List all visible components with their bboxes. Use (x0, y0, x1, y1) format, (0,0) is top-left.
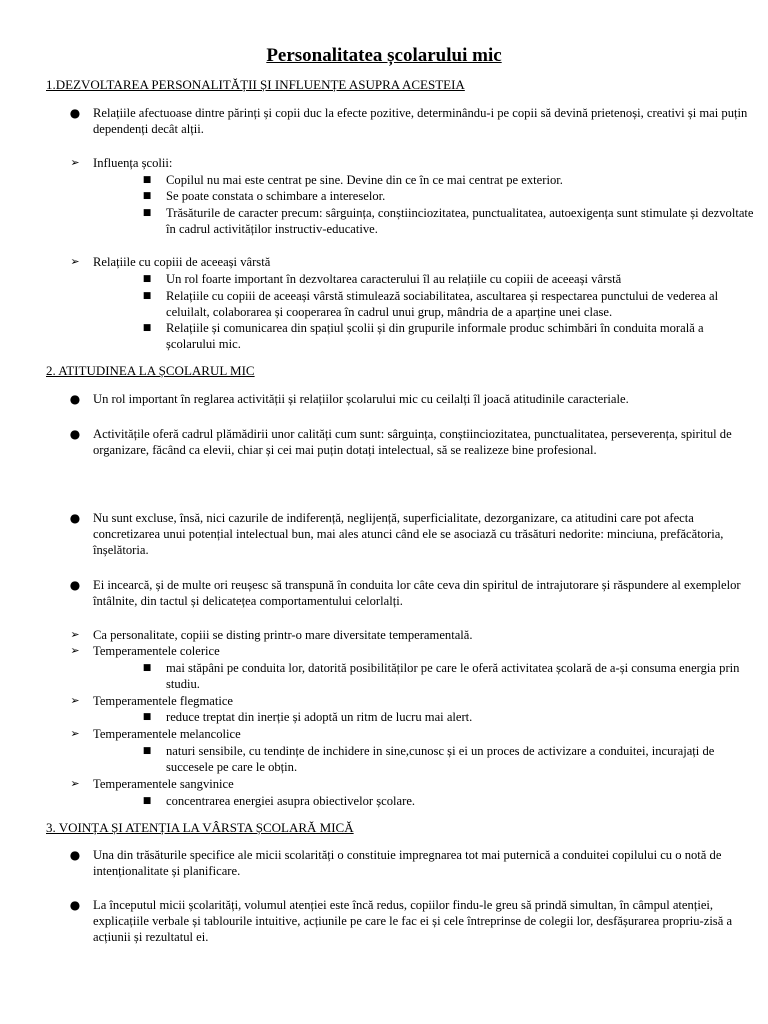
sub-item-text: reduce treptat din inerție și adoptă un ritm de lucru mai alert. (166, 710, 473, 724)
section-heading-3: 3. VOINȚA ȘI ATENȚIA LA VÂRSTA ȘCOLARĂ MICĂ (46, 820, 354, 835)
bullet-text: Activitățile oferă cadrul plămădirii unor calități cum sunt: sârguința, conștiinciozitatea, punctualitatea, perseverența, spiritul de organizare, făcând ca elevii, chiar și cei mai puțin dotați intelectual, să se realizeze bine profesional. (93, 427, 732, 457)
bullet-text: La începutul micii școlarități, volumul atenției este încă redus, copiilor findu-le greu să prindă simultan, în câmpul atenției, explicațiile verbale și tablourile intuitive, acțiunile pe care le fac ei și cele întreprinse de colegii lor, desfășurarea propriu-zisă a acțiunii și rezultatul ei. (93, 898, 733, 944)
sub-item-text: Trăsăturile de caracter precum: sârguința, conștiinciozitatea, punctualitatea, autoexigența sunt stimulate și dezvoltate în cadrul activităților instructiv-educative. (166, 206, 754, 236)
bullet-dot-icon: ● (69, 392, 81, 406)
bullet-text: Un rol important în reglarea activității și relațiilor școlarului mic cu ceilalți îl joacă atitudinile caracteriale. (93, 392, 629, 406)
square-bullet-icon: ■ (142, 796, 152, 806)
bullet-dot-icon: ● (69, 427, 81, 441)
bullet-dot-icon: ● (69, 898, 81, 912)
bullet-text: Relațiile afectuoase dintre părinți și copii duc la efecte pozitive, determinându-i pe copii să devină prietenoși, creativi și mai puțin dependenți decât alții. (93, 106, 748, 136)
square-bullet-icon: ■ (142, 274, 152, 284)
arrow-bullet-icon: ➢ (70, 694, 80, 707)
arrow-item-text: Relațiile cu copiii de aceeași vârstă (93, 255, 271, 269)
arrow-bullet-icon: ➢ (70, 644, 80, 657)
square-bullet-icon: ■ (142, 291, 152, 301)
sub-item-text: naturi sensibile, cu tendințe de inchidere in sine,cunosc și ei un proces de activizare a conduitei, incurajați de succesele pe care le obțin. (166, 744, 715, 774)
arrow-item-text: Temperamentele colerice (93, 644, 220, 658)
sub-item-text: concentrarea energiei asupra obiectivelor școlare. (166, 794, 416, 808)
arrow-item-text: Ca personalitate, copiii se disting printr-o mare diversitate temperamentală. (93, 628, 473, 642)
sub-item-text: Copilul nu mai este centrat pe sine. Devine din ce în ce mai centrat pe exterior. (166, 173, 563, 187)
square-bullet-icon: ■ (142, 712, 152, 722)
arrow-item-text: Temperamentele sangvinice (93, 777, 234, 791)
page-title: Personalitatea școlarului mic (266, 45, 502, 66)
bullet-text: Ei incearcă, și de multe ori reușesc să transpună în conduita lor câte ceva din spiritul de intrajutorare și răspundere al exemplelor întâlnite, din tactul și delicatețea comportamentului celorlalți. (93, 578, 741, 608)
arrow-item-text: Temperamentele flegmatice (93, 694, 234, 708)
bullet-dot-icon: ● (69, 578, 81, 592)
section-heading-1: 1.DEZVOLTAREA PERSONALITĂȚII ȘI INFLUENȚE ASUPRA ACESTEIA (46, 77, 465, 92)
bullet-text: Nu sunt excluse, însă, nici cazurile de indiferență, neglijență, superficialitate, dezorganizare, ca atitudini care pot afecta concretizarea unui potențial intelectual bun, mai ales atunci când ele se asociază cu trăsături nedorite: minciuna, prefăcătoria, înșelătoria. (93, 511, 724, 557)
square-bullet-icon: ■ (142, 746, 152, 756)
bullet-text: Una din trăsăturile specifice ale micii scolarități o constituie impregnarea tot mai puternică a conduitei copilului cu o notă de intenționalitate și planificare. (93, 848, 722, 878)
sub-item-text: Relațiile cu copiii de aceeași vârstă stimulează sociabilitatea, ascultarea și respectarea punctului de vederea al celuilalt, colaborarea și cooperarea în cadrul unui grup, mândria de a aparține unei clase. (166, 289, 719, 319)
sub-item-text: Se poate constata o schimbare a intereselor. (166, 189, 386, 203)
square-bullet-icon: ■ (142, 663, 152, 673)
arrow-bullet-icon: ➢ (70, 727, 80, 740)
arrow-item-text: Influența școlii: (93, 156, 173, 170)
bullet-dot-icon: ● (69, 511, 81, 525)
section-heading-2: 2. ATITUDINEA LA ȘCOLARUL MIC (46, 363, 255, 378)
square-bullet-icon: ■ (142, 191, 152, 201)
square-bullet-icon: ■ (142, 323, 152, 333)
bullet-dot-icon: ● (69, 848, 81, 862)
sub-item-text: Un rol foarte important în dezvoltarea caracterului îl au relațiile cu copiii de aceeași vârstă (166, 272, 622, 286)
arrow-bullet-icon: ➢ (70, 156, 80, 169)
arrow-bullet-icon: ➢ (70, 628, 80, 641)
sub-item-text: Relațiile și comunicarea din spațiul școlii și din grupurile informale produc schimbări în conduita morală a școlarului mic. (166, 321, 704, 351)
arrow-bullet-icon: ➢ (70, 777, 80, 790)
square-bullet-icon: ■ (142, 208, 152, 218)
bullet-dot-icon: ● (69, 106, 81, 120)
arrow-item-text: Temperamentele melancolice (93, 727, 241, 741)
arrow-bullet-icon: ➢ (70, 255, 80, 268)
square-bullet-icon: ■ (142, 175, 152, 185)
sub-item-text: mai stăpâni pe conduita lor, datorită posibilităților pe care le oferă activitatea școlară de a-și consuma energia prin studiu. (166, 661, 740, 691)
